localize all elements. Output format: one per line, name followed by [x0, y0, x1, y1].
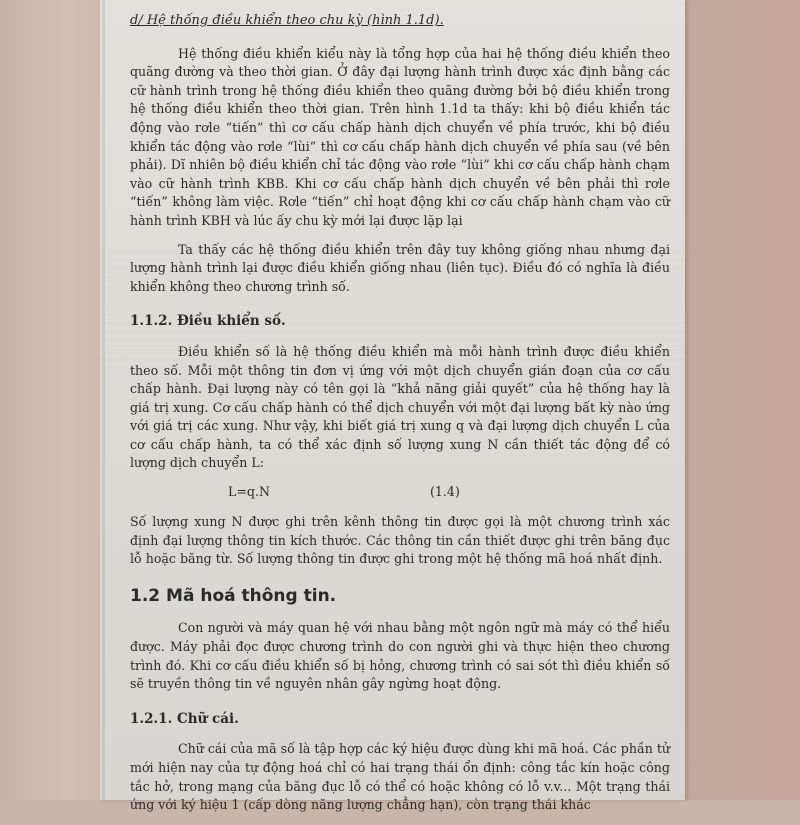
section-heading-1-2-1: 1.2.1. Chữ cái.: [130, 710, 239, 727]
formula: L=q.N: [228, 484, 270, 500]
section-heading-1-1-2: 1.1.2. Điều khiển số.: [130, 313, 286, 330]
page-edge-shadow: [102, 0, 105, 800]
paragraph: Ta thấy các hệ thống điều khiển trên đây tuy không giống nhau nhưng đại lượng hành trình lại được điều khiển giống nhau (liên tục). Điều đó có nghĩa là điều khiển không theo chương trình số.: [130, 241, 670, 294]
page-content: [130, 12, 670, 825]
book-page: [100, 0, 685, 813]
section-heading-1-2: 1.2 Mã hoá thông tin.: [130, 585, 337, 606]
formula-row: [130, 483, 670, 503]
formula-number: (1.4): [430, 484, 460, 500]
paragraph: Chữ cái của mã số là tập hợp các ký hiệu được dùng khi mã hoá. Các phần tử mới hiện nay của tự động hoá chỉ có hai trạng thái ổn định: công tắc kín hoặc công tắc hở, trong mạng của băng đục lỗ có thể có hoặc không có lỗ v.v... Một trạng thái ứng với ký hiệu 1 (cấp dòng năng lượng chẳng hạn), còn trạng thái khác: [130, 741, 670, 813]
subsection-heading-d: d/ Hệ thống điều khiển theo chu kỳ (hình 1.1d).: [130, 13, 444, 28]
background-right: [680, 0, 800, 800]
paragraph: Số lượng xung N được ghi trên kênh thông tin được gọi là một chương trình xác định đại lượng thông tin kích thước. Các thông tin cần thiết được ghi trên băng đục lỗ hoặc băng từ. Số lượng thông tin được ghi trong một hệ thống mã hoá nhất định.: [130, 514, 670, 567]
background-left: [0, 0, 110, 800]
paragraph: Hệ thống điều khiển kiểu này là tổng hợp của hai hệ thống điều khiển theo quãng đường và theo thời gian. Ở đây đại lượng hành trình được xác định bằng các cữ hành trình trong hệ thống điều khiển theo quãng đường bởi bộ điều khiển trong hệ thống điều khiển theo thời gian. Trên hình 1.1d ta thấy: khi bộ điều khiển tác động vào rơle “tiến” thì cơ cấu chấp hành dịch chuyển về phía trước, khi bộ điều khiển tác động vào rơle “lùi” thì cơ cấu chấp hành dịch chuyển về phía sau (về bên phải). Dĩ nhiên bộ điều khiển chỉ tác động vào rơle “lùi” khi cơ cấu chấp hành chạm vào cữ hành trình KBB. Khi cơ cấu chấp hành dịch chuyển về bên phải thì rơle “tiến” không làm việc. Rơle “tiến” chỉ hoạt động khi cơ cấu chấp hành chạm vào cữ hành trình KBH và lúc ấy chu kỳ mới lại được lặp lại: [130, 45, 670, 228]
paragraph: Điều khiển số là hệ thống điều khiển mà mỗi hành trình được điều khiển theo số. Mỗi một thông tin đơn vị ứng với một dịch chuyển gián đoạn của cơ cấu chấp hành. Đại lượng này có tên gọi là “khả năng giải quyết” của hệ thống hay là giá trị xung. Cơ cấu chấp hành có thể dịch chuyển với một đại lượng bất kỳ nào ứng với giá trị các xung. Như vậy, khi biết giá trị xung q và đại lượng dịch chuyển L của cơ cấu chấp hành, ta có thể xác định số lượng xung N cần thiết tác động để có lượng dịch chuyển L:: [130, 343, 670, 471]
paragraph: Con người và máy quan hệ với nhau bằng một ngôn ngữ mà máy có thể hiểu được. Máy phải đọc được chương trình do con người ghi và thực hiện theo chương trình đó. Khi cơ cấu điều khiển số bị hỏng, chương trình có sai sót thì điều khiển số sẽ truyền thông tin về nguyên nhân gây ngừng hoạt động.: [130, 620, 670, 692]
